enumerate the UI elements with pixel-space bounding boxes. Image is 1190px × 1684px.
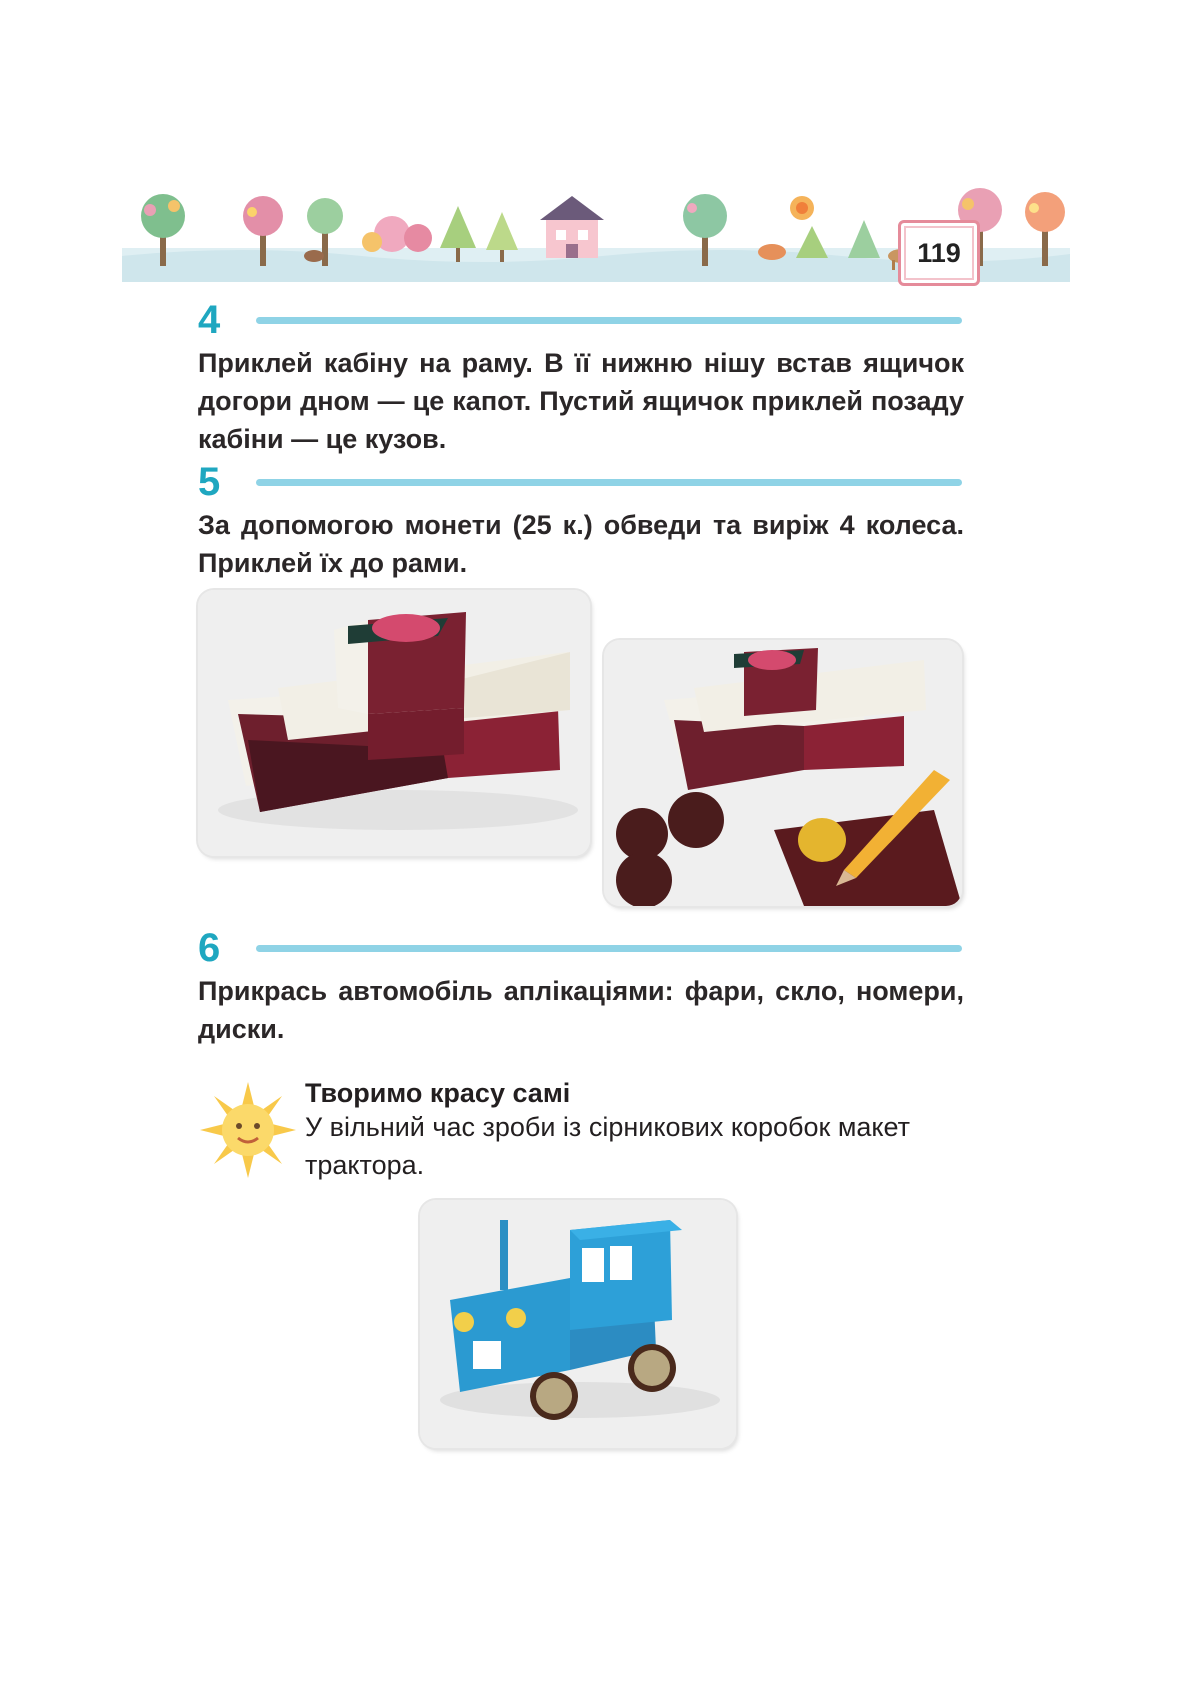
step-divider-6	[256, 945, 962, 952]
flower-icon	[790, 196, 814, 220]
page-number: 119	[898, 220, 980, 286]
step-divider-5	[256, 479, 962, 486]
step-number-5: 5	[198, 460, 221, 504]
house-icon	[540, 196, 604, 258]
step-5-text: За допомогою монети (25 к.) обведи та виріж 4 колеса. Приклей їх до рами.	[198, 510, 964, 578]
photo-matchbox-truck	[198, 590, 590, 856]
tip-text: У вільний час зроби із сірникових коробок макет трактора.	[305, 1112, 911, 1180]
fox-icon	[758, 244, 786, 260]
cat-icon	[304, 250, 324, 262]
step-number-6: 6	[198, 926, 221, 970]
step-6-text: Прикрась автомобіль аплікаціями: фари, скло, номери, диски.	[198, 976, 964, 1044]
step-4-text: Приклей кабіну на раму. В її нижню нішу встав ящичок догори дном — це капот. Пустий ящичок приклей позаду кабіни — це кузов.	[198, 348, 964, 454]
sun-icon	[200, 1082, 296, 1178]
photo-tractor	[420, 1200, 736, 1448]
tip-title: Творимо красу самі	[305, 1078, 571, 1108]
photo-wheels-coin-pencil	[604, 640, 962, 906]
step-divider-4	[256, 317, 962, 324]
step-number-4: 4	[198, 298, 221, 342]
